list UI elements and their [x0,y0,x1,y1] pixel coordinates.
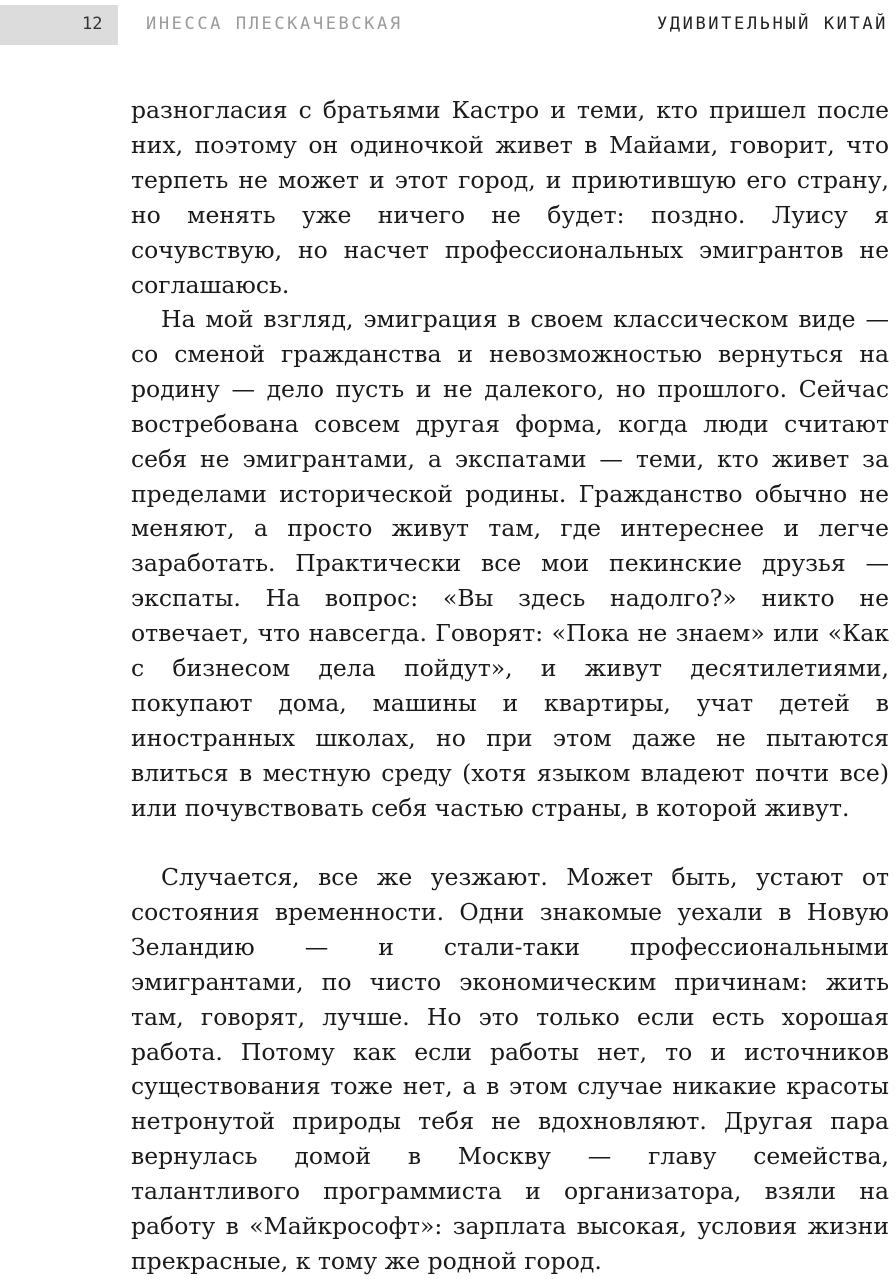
running-header-author: ИНЕССА ПЛЕСКАЧЕВСКАЯ [146,14,403,34]
running-header-book-title: УДИВИТЕЛЬНЫЙ КИТАЙ [656,14,888,34]
paragraph-text: Случается, все же уезжают. Может быть, устают от состояния временности. Одни знакомые уехали в Новую Зеландию — и стали-таки профессиональными эмигрантами, по чисто экономическим причинам: жить там, говорят, лучше. Но это только если есть хорошая работа. Потому как если работы нет, то и источников существования тоже нет, а в этом случае никакие красоты нетронутой природы тебя не вдохновляют. Другая пара вернулась домой в Москву — главу семейства, талантливого программиста и организатора, взяли на работу в «Майкрософт»: зарплата высокая, условия жизни прекрасные, к тому же родной город. [131,863,889,1275]
body-paragraph [131,860,889,1279]
body-paragraph [131,302,889,826]
body-paragraph [131,93,889,302]
page-number: 12 [82,14,103,34]
paragraph-text: разногласия с братьями Кастро и теми, кто пришел после них, поэтому он одиночкой живет в Майами, говорит, что терпеть не может и этот город, и приютившую его страну, но менять уже ничего не будет: поздно. Луису я сочувствую, но насчет профессиональных эмигрантов не соглашаюсь. [131,96,889,299]
paragraph-text: На мой взгляд, эмиграция в своем классическом виде — со сменой гражданства и невозможностью вернуться на родину — дело пусть и не далекого, но прошлого. Сейчас востребована совсем другая форма, когда люди считают себя не эмигрантами, а экспатами — теми, кто живет за пределами исторической родины. Гражданство обычно не меняют, а просто живут там, где интереснее и легче заработать. Практически все мои пекинские друзья — экспаты. На вопрос: «Вы здесь надолго?» никто не отвечает, что навсегда. Говорят: «Пока не знаем» или «Как с бизнесом дела пойдут», и живут десятилетиями, покупают дома, машины и квартиры, учат детей в иностранных школах, но при этом даже не пытаются влиться в местную среду (хотя языком владеют почти все) или почувствовать себя частью страны, в которой живут. [131,305,889,822]
